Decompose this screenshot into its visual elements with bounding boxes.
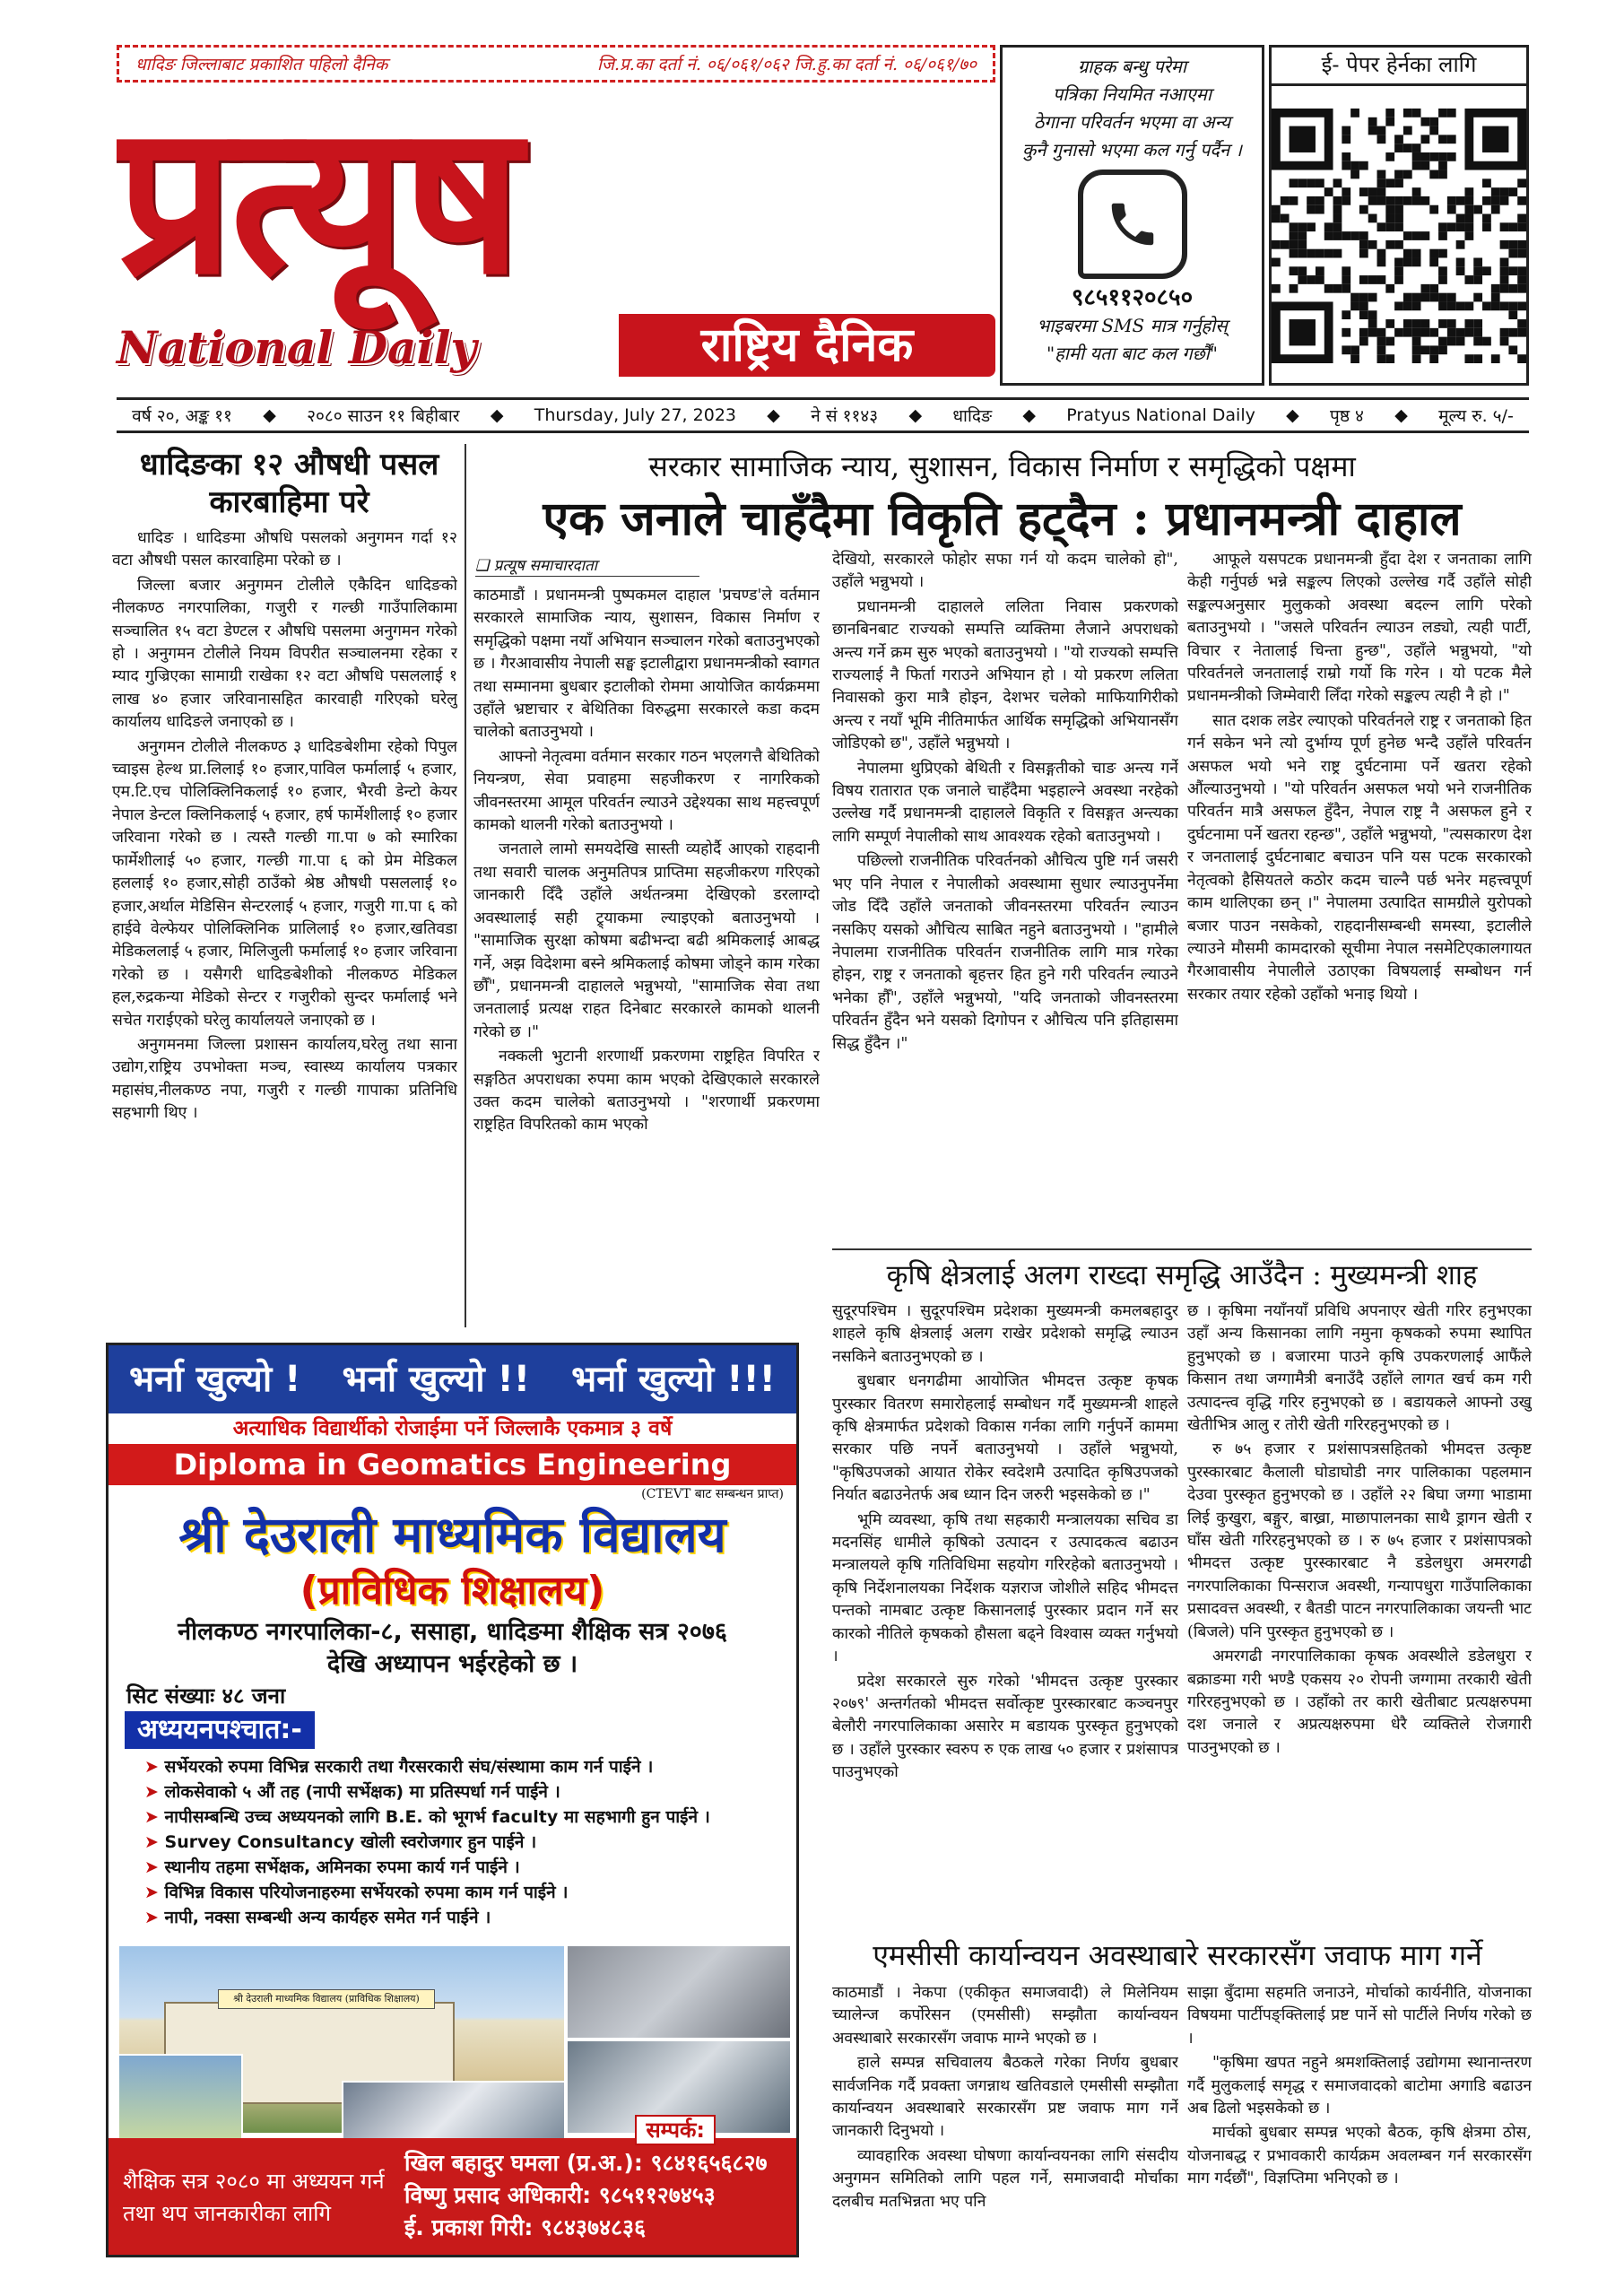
bullet-icon: ◆ <box>263 405 276 425</box>
bullet-icon: ◆ <box>767 405 780 425</box>
notice-line: ठेगाना परिवर्तन भएमा वा अन्य <box>1033 111 1231 133</box>
paragraph: जनताले लामो समयदेखि सास्ती व्यहोर्दै आएको राहदानी तथा सवारी चालक अनुमतिपत्र प्राप्तिमा सहजीकरण गरिएको जानकारी दिँदै उहाँले अर्थतन्त्रमा देखिएको डरलाग्दो अवस्थालाई सही ट्र्याकमा ल्याइएको बताउनुभयो । "सामाजिक सुरक्षा कोषमा बढीभन्दा बढी श्रमिकलाई आबद्ध गर्ने, अझ विदेशमा बस्ने श्रमिकलाई कोषमा जोड्ने काम गरेका छौँ", प्रधानमन्त्री दाहालले भन्नुभयो, "सामाजिक सेवा तथा जनतालाई प्रत्यक्ष राहत दिनेबाट सरकारले कामको थालनी गरेको छ ।" <box>473 840 820 1041</box>
sms-note: भाइबरमा SMS मात्र गर्नुहोस् <box>1037 315 1228 336</box>
list-item: ➤ नापीसम्बन्धि उच्च अध्ययनको लागि B.E. को भूगर्भ faculty मा सहभागी हुन पाईने । <box>144 1805 780 1830</box>
paragraph: छ । कृषिमा नयाँनयाँ प्रविधि अपनाएर खेती गरिर हनुभएका उहाँ अन्य किसानका लागि नमुना कृषकको रुपमा स्थापित हुनुभएको छ । बजारमा पाउने कृषि उपकरणलाई आफैंले किसान तथा जग्गामैत्री बनाउँदै उहाँले लागत खर्च कम गरी उत्पादन्त्व वृद्धि गरिर हनुभएको छ । बडायकले आफ्नो उखु खेतीभित्र आलु र तोरी खेती गरिरहनुभएको छ । <box>1187 1302 1532 1435</box>
paragraph: नेपालमा थुप्रिएको बेथिती र विसङ्गतीको चाङ अन्त्य गर्ने विषय रातारात एक जनाले चाहँदैमा भइहाल्ने अवस्था नरहेको उल्लेख गर्दै प्रधानमन्त्री दाहालले विकृति र विसङ्गत अन्त्यका लागि सम्पूर्ण नेपालीको साथ आवश्यक रहेको बताउनुभयो । <box>832 759 1178 846</box>
ad-tagline: अत्याधिक विद्यार्थीको रोजाईमा पर्ने जिल्लाकै एकमात्र ३ वर्षे <box>109 1413 796 1444</box>
newspaper-logo: प्रत्यूष <box>117 83 518 320</box>
section-divider <box>832 1248 1532 1250</box>
viber-phone-number: ९८५११२०८५० <box>1071 284 1194 311</box>
paragraph: सात दशक लडेर ल्याएको परिवर्तनले राष्ट्र र जनताको हित गर्न सकेन भने त्यो दुर्भाग्य पूर्ण हुनेछ भन्दै उहाँले परिवर्तन असफल भयो भने राष्ट्र दुर्घटनामा पर्ने खतरा रहेको औंल्याउनुभयो । "यो परिवर्तन असफल भयो भने राजनीतिक परिवर्तन मात्रै असफल हुँदैन, नेपाल राष्ट्र नै असफल हुने र दुर्घटनामा पर्ने खतरा रहन्छ", उहाँले भन्नुभयो, "त्यसकारण देश र जनतालाई दुर्घटनाबाट बचाउन पनि यस पटक सरकारको नेतृत्वको हैसियतले कठोर कदम चाल्नै पर्छ भनेर महत्त्वपूर्ण काम थालिएका छन् ।" नेपालमा उत्पादित सामग्रीले युरोपको बजार पाउन नसकेको, राहदानीसम्बन्धी समस्या, इटालीले ल्याउने मौसमी कामदारको सूचीमा नेपाल नसमेटिएकालगायत गैरआवासीय नेपालीले उठाएका विषयलाई सम्बोधन गर्न सरकार तयार रहेको उहाँको भनाइ थियो । <box>1187 711 1532 1004</box>
left-story-body <box>112 527 457 1330</box>
paragraph: अनुगमनमा जिल्ला प्रशासन कार्यालय,घरेलु तथा साना उद्योग,राष्ट्रिय उपभोक्ता मञ्च, स्वास्थ्य कार्यालय पत्रकार महासंघ,नीलकण्ठ नपा, गजुरी र गल्छी गापाका प्रतिनिधि सहभागी थिए । <box>112 1035 457 1123</box>
paragraph: काठमाडौं । प्रधानमन्त्री पुष्पकमल दाहाल 'प्रचण्ड'ले वर्तमान सरकारले सामाजिक न्याय, सुशासन, विकास निर्माण र समृद्धिको पक्षमा नयाँ अभियान सञ्चालन गरेको बताउनुभएको छ । गैरआवासीय नेपाली सङ्घ इटालीद्वारा प्रधानमन्त्रीको स्वागत तथा सम्मानमा बुधबार इटालीको रोममा आयोजित कार्यक्रममा उहाँले भ्रष्टाचार र बेथितिका विरुद्धमा सरकारले कडा कदम चालेको बताउनुभयो । <box>473 587 820 742</box>
paragraph: काठमाडौं । नेकपा (एकीकृत समाजवादी) ले मिलेनियम च्यालेन्ज कर्पोरेसन (एमसीसी) सम्झौता कार्यान्वयन अवस्थाबारे सरकारसँग जवाफ माग्ने भएको छ । <box>832 1984 1178 2048</box>
paragraph: "कृषिमा खपत नहुने श्रमशक्तिलाई उद्योगमा स्थानान्तरण गर्दै मुलुकलाई समृद्ध र समाजवादको बाटोमा अगाडि बढाउन अब ढिलो भइसकेको छ । <box>1187 2054 1532 2118</box>
registration-numbers: जि.प्र.का दर्ता नं. ०६/०६१/०६२ जि.हु.का दर्ता नं. ०६/०६१/७० <box>596 55 977 74</box>
place: धादिङ <box>952 406 993 426</box>
students-photo <box>342 2081 566 2144</box>
contact-person: खिल बहादुर घमला (प्र.अ.): ९८४१६५६८२७ <box>404 2150 768 2176</box>
epaper-qr-box <box>1269 45 1529 386</box>
paragraph: सुदूरपश्चिम । सुदूरपश्चिम प्रदेशका मुख्यमन्त्री कमलबहादुर शाहले कृषि क्षेत्रलाई अलग राखेर प्रदेशको समृद्धि ल्याउन नसकिने बताउनुभएको छ । <box>832 1302 1178 1366</box>
nepal-sambat: ने सं ११४३ <box>811 406 879 426</box>
contact-label: सम्पर्क: <box>635 2115 716 2145</box>
english-date: Thursday, July 27, 2023 <box>534 405 736 425</box>
volume-issue: वर्ष २०, अङ्क ११ <box>132 406 232 426</box>
main-story-column-2 <box>832 549 1178 1244</box>
paragraph: धादिङ । धादिङमा औषधि पसलको अनुगमन गर्दा १२ वटा औषधी पसल कारवाहिमा परेको छ । <box>112 529 457 570</box>
main-story-column-3 <box>1187 549 1532 1244</box>
main-story-kicker: सरकार सामाजिक न्याय, सुशासन, विकास निर्माण र समृद्धिको पक्षमा <box>648 449 1356 483</box>
paragraph: व्यावहारिक अवस्था घोषणा कार्यान्वयनका लागि संसदीय अनुगमन समितिको लागि पहल गर्ने, समाजवादी मोर्चाका दलबीच मतभिन्नता भए पनि <box>832 2146 1178 2211</box>
contact-person: ई. प्रकाश गिरी: ९८४३७४८३६ <box>404 2214 647 2240</box>
nepali-date: २०८० साउन ११ बिहीबार <box>307 406 460 426</box>
notice-line: कुनै गुनासो भएमा कल गर्नु पर्दैन । <box>1021 139 1243 161</box>
main-story-headline: एक जनाले चाहँदैमा विकृति हट्दैन : प्रधानमन्त्री दाहाल <box>543 491 1462 546</box>
paragraph: प्रदेश सरकारले सुरु गरेको 'भीमदत्त उत्कृष्ट पुरस्कार २०७९' अन्तर्गतको भीमदत्त सर्वोत्कृष्ट पुरस्कारबाट कञ्चनपुर बेलौरी नगरपालिकाका असारेर म बडायक पुरस्कृत हुनुभएको छ । उहाँले पुरस्कार स्वरुप रु एक लाख ५० हजार र प्रशंसापत्र पाउनुभएको <box>832 1672 1178 1782</box>
agri-story-headline: कृषि क्षेत्रलाई अलग राख्दा समृद्धि आउँदैन : मुख्यमन्त्री शाह <box>886 1259 1478 1292</box>
paper-name-en: Pratyus National Daily <box>1066 405 1255 425</box>
price: मूल्य रु. ५/- <box>1438 406 1514 426</box>
column-divider <box>465 444 466 1327</box>
career-benefits-list <box>109 1754 796 1930</box>
list-item: ➤ लोकसेवाको ५ औं तह (नापी सर्भेक्षक) मा प्रतिस्पर्धा गर्न पाईने । <box>144 1779 780 1805</box>
notice-line: पत्रिका नियमित नआएमा <box>1053 83 1211 105</box>
paragraph: अनुगमन टोलीले नीलकण्ठ ३ धादिङबेशीमा रहेको पिपुल च्वाइस हेल्थ प्रा.लिलाई १० हजार,पाविल फर्मालाई ५ हजार, एम.टि.एच पोलिक्लिनिकलाई १० हजार, भैरवी डेन्टो केयर नेपाल डेन्टल क्लिनिकलाई ५ हजार, हर्ष फार्मेशीलाई १० हजार जरिवाना गरेको छ । त्यस्तै गल्छी गा.पा ७ को स्मारिका फार्मेशीलाई ५० हजार, गल्छी गा.पा ६ को प्रेम मेडिकल हललाई १० हजार,सोही ठाउँको श्रेष्ठ औषधी पसललाई १० हजार,अर्थाल मेडिसिन सेन्टरलाई ५ हजार, गजुरी गा.पा ६ को हाईवे वेल्फेयर पोलिक्लिनिक प्रालिलाई १० हजार,खतिवडा मेडिकललाई ५ हजार, मिलिजुली फर्मालाई १० हजार जरिवाना गरेको छ । यसैगरी धादिङबेशीको नीलकण्ठ मेडिकल हल,रुद्रकन्या मेडिको सेन्टर र गजुरीको सुन्दर फर्मालाई भने सचेत गराईएको घरेलु कार्यालयले जनाएको छ । <box>112 737 457 1030</box>
school-name: श्री देउराली माध्यमिक विद्यालय <box>178 1506 726 1563</box>
seat-count: सिट संख्याः ४८ जना <box>126 1683 286 1709</box>
subscriber-notice-box <box>1000 45 1264 386</box>
agri-story-column-1 <box>832 1300 1178 1892</box>
paragraph: प्रधानमन्त्री दाहालले ललिता निवास प्रकरणको छानबिनबाट राज्यको सम्पत्ति व्यक्तिमा लैजाने अपराधको अन्त्य गर्ने क्रम सुरु भएको बताउनुभयो । "यो राज्यको सम्पत्ति राज्यलाई नै फिर्ता गराउने अभियान हो । यो प्रकरण ललिता निवासको कुरा मात्रै होइन, देशभर चलेको माफियागिरीको अन्त्य र नयाँ भूमि नीतिमार्फत आर्थिक समृद्धिको अभियानसँग जोडिएको छ", उहाँले भन्नुभयो । <box>832 597 1178 753</box>
program-name: Diploma in Geomatics Engineering <box>109 1444 796 1485</box>
admission-open-text: भर्ना खुल्यो ! <box>129 1359 301 1400</box>
left-story-headline: धादिङका १२ औषधी पसल कारबाहिमा परे <box>139 447 439 520</box>
issue-info-bar <box>117 397 1529 433</box>
paragraph: पछिल्लो राजनीतिक परिवर्तनको औचित्य पुष्टि गर्न जसरी भए पनि नेपाल र नेपालीको अवस्थामा सुधार ल्याउनुपर्नेमा जोड दिँदै उहाँले जनताको जीवनस्तरमा परिवर्तन ल्याउन नसकिए यसको औचित्य साबित नहुने बताउनुभयो । "हामीले नेपालमा राजनीतिक परिवर्तन राजनीतिक लागि मात्र गरेका होइन, राष्ट्र र जनताको बृहत्तर हित हुने गरी परिवर्तन ल्याउने भनेका हौँ", उहाँले भन्नुभयो, "यदि जनताको जीवनस्तरमा परिवर्तन हुँदैन भने यसको दिगोपन र औचित्य पनि इतिहासमा सिद्ध हुँदैन ।" <box>832 852 1178 1053</box>
masthead-registration-strip <box>117 45 995 83</box>
logo-national-daily: National Daily <box>117 321 477 374</box>
bullet-icon: ◆ <box>1022 405 1037 425</box>
school-address-line-2: देखि अध्यापन भईरहेको छ । <box>326 1650 578 1678</box>
main-story-column-1 <box>473 585 820 1327</box>
school-admission-advert[interactable] <box>106 1343 799 2257</box>
school-address: नीलकण्ठ नगरपालिका-८, ससाहा, धादिङमा शैक्षिक सत्र २०७६ <box>178 1618 727 1646</box>
mcc-story-headline: एमसीसी कार्यान्वयन अवस्थाबारे सरकारसँग जवाफ माग गर्ने <box>873 1938 1482 1972</box>
epaper-label: ई- पेपर हेर्नका लागि <box>1272 48 1526 86</box>
checkbox-icon: ❑ <box>475 557 494 575</box>
paragraph: नक्कली भुटानी शरणार्थी प्रकरणमा राष्ट्रहित विपरित र सङ्गठित अपराधका रुपमा काम भएको देखिएकाले सरकारले उक्त कदम चालेको बताउनुभयो । "शरणार्थी प्रकरणमा राष्ट्रहित विपरितको काम भएको <box>473 1048 820 1135</box>
paragraph: मार्चको बुधबार सम्पन्न भएको बैठक, कृषि क्षेत्रमा ठोस, योजनाबद्ध र प्रभावकारी कार्यक्रम अवलम्बन गर्न सरकारसँग माग गर्दछौं", विज्ञप्तिमा भनिएको छ । <box>1187 2124 1532 2188</box>
notice-line: ग्राहक बन्धु परेमा <box>1077 56 1187 77</box>
reporter-byline <box>475 556 699 577</box>
reporter-name: प्रत्यूष समाचारदाता <box>493 557 598 575</box>
paragraph: अमरगढी नगरपालिकाका कृषक अवस्थीले डडेलधुरा र बक्राङमा गरी भण्डै एकसय २० रोपनी जग्गामा तरकारी खेती गरिरहनुभएको छ । उहाँको तर कारी खेतीबाट प्रत्यक्षरुपमा दश जनाले र अप्रत्यक्षरुपमा धेरै व्यक्तिले रोजगारी पाउनुभएको छ । <box>1187 1648 1532 1757</box>
contact-footer <box>109 2118 796 2255</box>
bullet-icon: ◆ <box>908 405 923 425</box>
contact-person: विष्णु प्रसाद अधिकारी: ९८५११२७४५३ <box>404 2182 716 2208</box>
list-item: ➤ सर्भेयरको रुपमा विभिन्न सरकारी तथा गैरसरकारी संघ/संस्थामा काम गर्न पाईने । <box>144 1754 780 1779</box>
page-number: पृष्ठ ४ <box>1330 406 1364 426</box>
paragraph: आफूले यसपटक प्रधानमन्त्री हुँदा देश र जनताका लागि केही गर्नुपर्छ भन्ने सङ्कल्प लिएको उल्लेख गर्दै उहाँले सोही सङ्कल्पअनुसार मुलुकको अवस्था बदल्न लागि परेको बताउनुभयो । "जसले परिवर्तन ल्याउन लड्यो, त्यही पार्टी, विचार र नेतालाई चिन्ता हुन्छ", उहाँले भन्नुभयो, "यो परिवर्तनले जनतालाई राम्रो गर्यो कि गरेन । यो पटक मैले प्रधानमन्त्रीको जिम्मेवारी लिँदा गरेको सङ्कल्प त्यही नै हो ।" <box>1187 551 1532 706</box>
phone-icon <box>1105 196 1160 252</box>
qr-code-icon[interactable] <box>1272 88 1526 384</box>
tagline-first-daily: धादिङ जिल्लाबाट प्रकाशित पहिलो दैनिक <box>135 55 388 74</box>
paragraph: साझा बुँदामा सहमति जनाउने, मोर्चाको कार्यनीति, योजनाका विषयमा पार्टीपङ्क्तिलाई प्रष्ट पार्ने सो पार्टीले निर्णय गरेको छ । <box>1187 1984 1532 2048</box>
paragraph: हाले सम्पन्न सचिवालय बैठकले गरेका निर्णय बुधबार सार्वजनिक गर्दै प्रवक्ता जगन्नाथ खतिवडाले एमसीसी सम्झौता कार्यान्वयन अवस्थाबारे सरकारसँग प्रष्ट जवाफ माग गर्ने जानकारी दिनुभयो । <box>832 2054 1178 2141</box>
after-study-label: अध्ययनपश्चात:- <box>125 1711 315 1749</box>
paragraph: रु ७५ हजार र प्रशंसापत्रसहितको भीमदत्त उत्कृष्ट पुरस्कारबाट कैलाली घोडाघोडी नगर पालिकाका पहलमान देउवा पुरस्कृत हुनुभएको छ । उहाँले २२ बिघा जग्गा भाडामा लिई कुखुरा, बङ्गुर, बाख्रा, माछापालनका साथै ड्रागन खेती र घाँस खेती गरिरहनुभएको छ । रु ७५ हजार र प्रशंसापत्रको भीमदत्त उत्कृष्ट पुरस्कारबाट नै डडेलधुरा अमरगढी नगरपालिकाका पिन्सराज अवस्थी, गन्यापधुरा गाउँपालिकाका प्रसादवत्त अवस्थी, र बैतडी पाटन नगरपालिकाका जयन्ती भाट (बिजले) पनि पुरस्कृत हुनुभएको छ । <box>1187 1440 1532 1641</box>
paragraph: भूमि व्यवस्था, कृषि तथा सहकारी मन्त्रालयका सचिव डा मदनसिंह धामीले कृषिको उत्पादन र उत्पादकत्व बढाउन मन्त्रालयले कृषि गतिविधिमा सहयोग गरिरहेको बताउनुभयो । कृषि निर्देशनालयका निर्देशक यज्ञराज जोशीले सहिद भीमदत्त पन्तको नामबाट उत्कृष्ट किसानलाई पुरस्कार प्रदान गर्ने सर कारको नीतिले कृषकको हौसला बढ्ने विश्वास व्यक्त गर्नुभयो । <box>832 1510 1178 1666</box>
computer-lab-photo <box>566 1944 792 2039</box>
admission-open-text: भर्ना खुल्यो !! <box>342 1359 531 1400</box>
list-item: ➤ विभिन्न विकास परियोजनाहरुमा सर्भेयरको रुपमा काम गर्न पाईने । <box>144 1880 780 1905</box>
session-note: शैक्षिक सत्र २०८० मा अध्ययन गर्न तथा थप जानकारीका लागि <box>123 2169 385 2226</box>
bullet-icon: ◆ <box>490 405 504 425</box>
building-sign: श्री देउराली माध्यमिक विद्यालय (प्राविधिक शिक्षालय) <box>218 1989 435 2009</box>
ctevt-affiliation: (CTEVT बाट सम्बन्धन प्राप्त) <box>641 1487 784 1501</box>
school-subtitle: (प्राविधिक शिक्षालय) <box>300 1568 605 1613</box>
mcc-story-column-2 <box>1187 1982 1532 2251</box>
list-item: ➤ नापी, नक्सा सम्बन्धी अन्य कार्यहरु समेत गर्न पाईने । <box>144 1905 780 1930</box>
admission-open-banner <box>109 1345 796 1413</box>
admission-open-text: भर्ना खुल्यो !!! <box>571 1359 776 1400</box>
paragraph: देखियो, सरकारले फोहोर सफा गर्न यो कदम चालेको हो", उहाँले भन्नुभयो । <box>832 551 1178 592</box>
paragraph: जिल्ला बजार अनुगमन टोलीले एकैदिन धादिङको नीलकण्ठ नगरपालिका, गजुरी र गल्छी गाउँपालिकामा सञ्चालित १५ वटा डेण्टल र औषधि पसलमा अनुगमन गरेको हो । अनुगमन टोलीले नियम विपरीत सञ्चालनमा रहेका र म्याद गुज्रिएका सामाग्री राखेका १२ वटा औषधि पसललाई १ लाख ४० हजार जरिवानासहित कारवाही गरिएको घरेलु कार्यालय धादिङले जनाएको छ । <box>112 576 457 732</box>
field-survey-photo <box>117 2054 243 2144</box>
paragraph: बुधबार धनगढीमा आयोजित भीमदत्त उत्कृष्ट कृषक पुरस्कार वितरण समारोहलाई सम्बोधन गर्दै मुख्यमन्त्री शाहले कृषि क्षेत्रमार्फत प्रदेशको विकास गर्नका लागि गर्नुपर्ने काममा सरकार पछि नपर्ने बताउनुभयो । उहाँले भन्नुभयो, "कृषिउपजको आयात रोकेर स्वदेशमै उत्पादित कृषिउपजको निर्यात बढाउनेतर्फ अब ध्यान दिन जरुरी भइसकेको छ ।" <box>832 1372 1178 1505</box>
list-item: ➤ Survey Consultancy खोली स्वरोजगार हुन पाईने । <box>144 1830 780 1855</box>
bullet-icon: ◆ <box>1394 405 1408 425</box>
mcc-story-column-1 <box>832 1982 1178 2251</box>
paragraph: आफ्नो नेतृत्वमा वर्तमान सरकार गठन भएलगत्तै बेथितिको नियन्त्रण, सेवा प्रवाहमा सहजीकरण र नागरिकको जीवनस्तरमा आमूल परिवर्तन ल्याउने उद्देश्यका साथ महत्त्वपूर्ण कामको थालनी गरेको बताउनुभयो । <box>473 747 820 835</box>
viber-phone-icon <box>1078 170 1187 279</box>
contact-list <box>404 2147 799 2244</box>
logo-rastriya-dainik: राष्ट्रिय दैनिक <box>619 314 995 377</box>
sms-quote: "हामी यता बाट कल गर्छौं" <box>1046 343 1218 364</box>
list-item: ➤ स्थानीय तहमा सर्भेक्षक, अमिनका रुपमा कार्य गर्न पाईने । <box>144 1855 780 1880</box>
agri-story-column-2 <box>1187 1300 1532 1892</box>
bullet-icon: ◆ <box>1286 405 1299 425</box>
